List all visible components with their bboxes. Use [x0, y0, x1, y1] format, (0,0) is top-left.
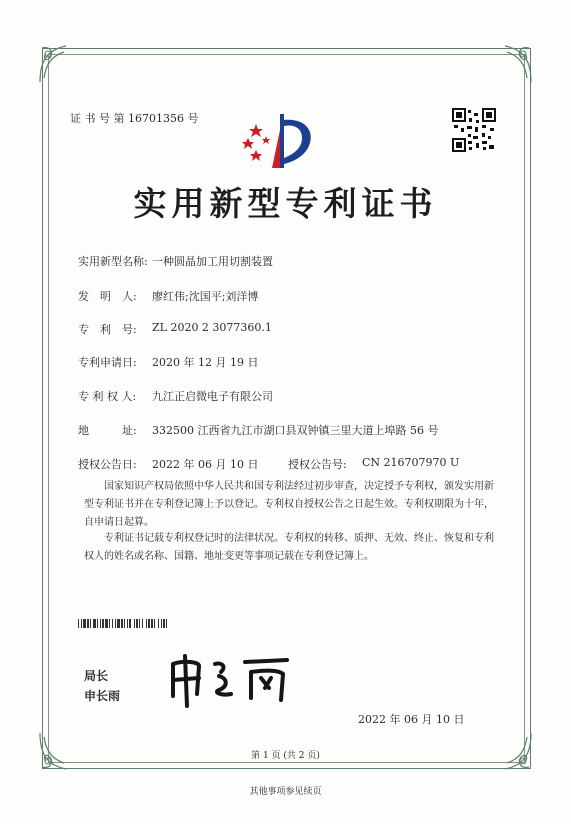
- patent-no-value: ZL 2020 2 3077360.1: [152, 321, 272, 334]
- legal-status-note: 专利证书记载专利权登记时的法律状况。专利权的转移、质押、无效、终止、恢复和专利权人的姓名或名称、国籍、地址变更等事项记载在专利登记簿上。: [84, 533, 494, 562]
- inventor-label: 发 明 人:: [78, 290, 137, 303]
- address-value: 332500 江西省九江市湖口县双钟镇三里大道上埠路 56 号: [152, 424, 439, 437]
- director-name: 申长雨: [84, 689, 121, 703]
- grant-no-value: CN 216707970 U: [362, 456, 460, 469]
- director-title: 局长: [84, 669, 109, 683]
- qr-code-icon: [452, 108, 496, 152]
- barcode: [78, 619, 260, 628]
- inventor-value: 廖红伟;沈国平;刘洋博: [152, 290, 259, 303]
- patentee-value: 九江正启微电子有限公司: [152, 390, 273, 403]
- footer-note: 其他事项参见续页: [249, 787, 322, 797]
- cnipa-logo-icon: [236, 110, 326, 174]
- address-label: 地 址:: [78, 424, 137, 437]
- filing-date-label: 专利申请日:: [78, 356, 137, 369]
- page-info: 第 1 页 (共 2 页): [251, 751, 320, 761]
- patentee-label: 专 利 权 人:: [78, 390, 137, 403]
- corner-ornament-top-left: [36, 42, 82, 88]
- certificate-title: 实用新型专利证书: [133, 184, 438, 223]
- grant-statement: 国家知识产权局依照中华人民共和国专利法经过初步审查，决定授予专利权，颁发实用新型专利证书并在专利登记簿上予以登记。专利权自授权公告之日起生效。专利权期限为十年，自申请日起算。: [84, 481, 494, 528]
- patent-no-label: 专 利 号:: [78, 323, 137, 336]
- name-label: 实用新型名称:: [78, 255, 148, 268]
- grant-date-label: 授权公告日:: [78, 458, 137, 471]
- name-value: 一种圆晶加工用切割装置: [152, 255, 273, 268]
- corner-ornament-top-right: [489, 42, 535, 88]
- grant-date-value: 2022 年 06 月 10 日: [152, 458, 259, 471]
- filing-date-value: 2020 年 12 月 19 日: [152, 356, 259, 369]
- certificate-number: 证 书 号 第 16701356 号: [70, 112, 199, 125]
- handwritten-signature: [165, 650, 295, 710]
- grant-no-label: 授权公告号:: [288, 458, 347, 471]
- barcode-bar: [167, 619, 169, 628]
- sign-date: 2022 年 06 月 10 日: [358, 713, 465, 726]
